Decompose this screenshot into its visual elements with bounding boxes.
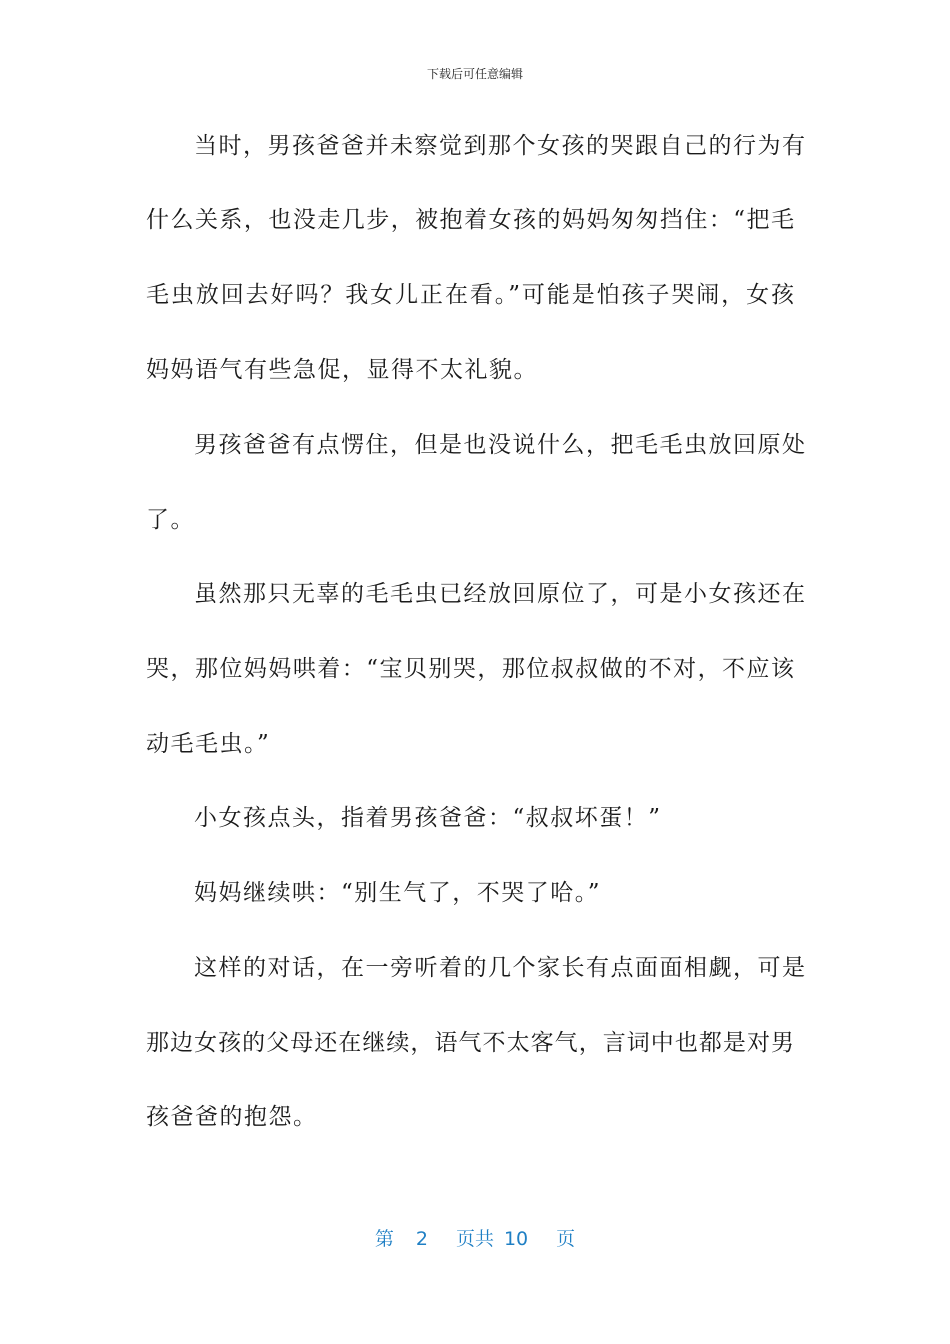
footer-suffix: 页 <box>556 1228 576 1250</box>
paragraph-5-line-1: 妈妈继续哄：“别生气了，不哭了哈。” <box>194 880 602 906</box>
paragraph-2-line-1: 男孩爸爸有点愣住，但是也没说什么，把毛毛虫放回原处 <box>194 432 807 458</box>
paragraph-1-line-1: 当时，男孩爸爸并未察觉到那个女孩的哭跟自己的行为有 <box>194 133 807 159</box>
paragraph-6-line-2: 那边女孩的父母还在继续，语气不太客气，言词中也都是对男 <box>146 1030 794 1056</box>
footer-prefix: 第 <box>374 1228 394 1250</box>
footer-total-pages: 10 <box>503 1228 529 1250</box>
paragraph-6-line-1: 这样的对话，在一旁听着的几个家长有点面面相觑，可是 <box>194 955 807 981</box>
page-header-note: 下载后可任意编辑 <box>426 67 523 81</box>
footer-page-number: 2 <box>415 1228 428 1250</box>
paragraph-3-line-1: 虽然那只无辜的毛毛虫已经放回原位了，可是小女孩还在 <box>194 581 807 607</box>
footer-middle: 页共 <box>455 1228 494 1250</box>
paragraph-2-line-2: 了。 <box>146 507 195 533</box>
paragraph-6-line-3: 孩爸爸的抱怨。 <box>146 1104 318 1130</box>
page-footer <box>0 1226 950 1252</box>
paragraph-3-line-3: 动毛毛虫。” <box>146 731 271 757</box>
paragraph-1-line-2: 什么关系，也没走几步，被抱着女孩的妈妈匆匆挡住：“把毛 <box>146 207 794 233</box>
paragraph-1-line-3: 毛虫放回去好吗？我女儿正在看。”可能是怕孩子哭闹，女孩 <box>146 282 794 308</box>
paragraph-1-line-4: 妈妈语气有些急促，显得不太礼貌。 <box>146 357 538 383</box>
paragraph-4-line-1: 小女孩点头，指着男孩爸爸：“叔叔坏蛋！” <box>194 805 662 831</box>
paragraph-3-line-2: 哭，那位妈妈哄着：“宝贝别哭，那位叔叔做的不对，不应该 <box>146 656 794 682</box>
